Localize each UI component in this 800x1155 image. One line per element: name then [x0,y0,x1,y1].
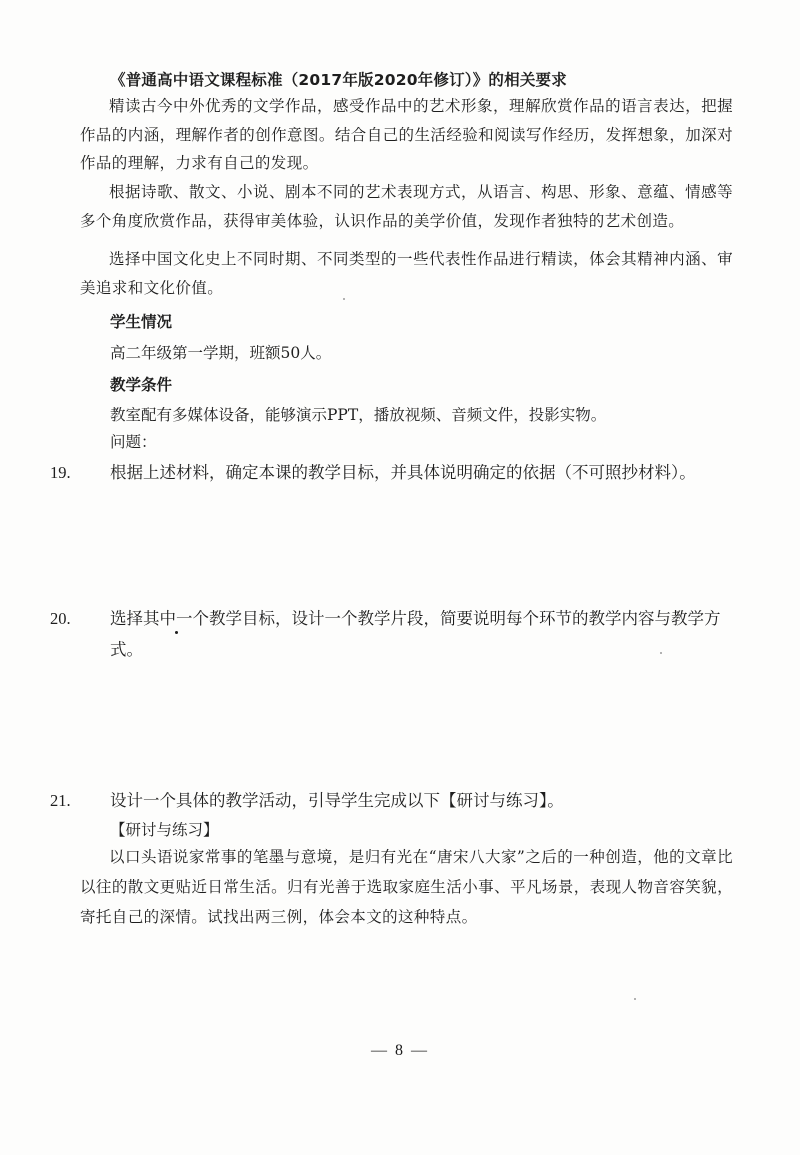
question-text-emphasis: 其中一个 [143,609,209,628]
student-info-text: 高二年级第一学期，班额50人。 [110,344,332,362]
question-number: 21. [50,791,71,810]
question-text-after: 教学目标，设计一个教学片段，简要说明每个环节的教学内容与教学方式。 [110,609,721,659]
exercise-text: 以口头语说家常事的笔墨与意境，是归有光在“唐宋八大家”之后的一种创造，他的文章比以往的散文更贴近日常生活。归有光善于选取家庭生活小事、平凡场景，表现人物音容笑貌，寄托自己的深情。试找出两三例，体会本文的这种特点。 [80,848,733,926]
standard-paragraph-2: 根据诗歌、散文、小说、剧本不同的艺术表现方式，从语言、构思、形象、意蕴、情感等多个角度欣赏作品，获得审美体验，认识作品的美学价值，发现作者独特的艺术创造。 [80,183,733,230]
scan-speck [343,298,345,300]
question-19 [50,457,735,488]
page-number: — 8 — [371,1042,429,1059]
questions-label: 问题： [110,433,157,451]
question-number: 20. [50,609,71,628]
student-info-heading: 学生情况 [110,313,173,331]
teaching-conditions-text: 教室配有多媒体设备，能够演示PPT，播放视频、音频文件，投影实物。 [110,406,607,424]
scan-speck [634,998,636,1000]
scan-speck [660,652,662,654]
question-number: 19. [50,463,71,482]
standard-title: 《普通高中语文课程标准（2017年版2020年修订）》的相关要求 [110,71,567,89]
question-text: 根据上述材料，确定本课的教学目标，并具体说明确定的依据（不可照抄材料）。 [110,463,696,482]
standard-paragraph-3: 选择中国文化史上不同时期、不同类型的一些代表性作品进行精读，体会其精神内涵、审美追求和文化价值。 [80,250,733,297]
question-20 [50,603,735,665]
question-21 [50,785,735,816]
exercise-label: 【研讨与练习】 [110,821,219,839]
question-text: 设计一个具体的教学活动，引导学生完成以下【研讨与练习】。 [110,791,564,810]
teaching-conditions-heading: 教学条件 [110,376,173,394]
question-text-before: 选择 [110,609,143,628]
standard-paragraph-1: 精读古今中外优秀的文学作品，感受作品中的艺术形象，理解欣赏作品的语言表达，把握作品的内涵，理解作者的创作意图。结合自己的生活经验和阅读写作经历，发挥想象，加深对作品的理解，力求有自己的发现。 [80,97,733,172]
